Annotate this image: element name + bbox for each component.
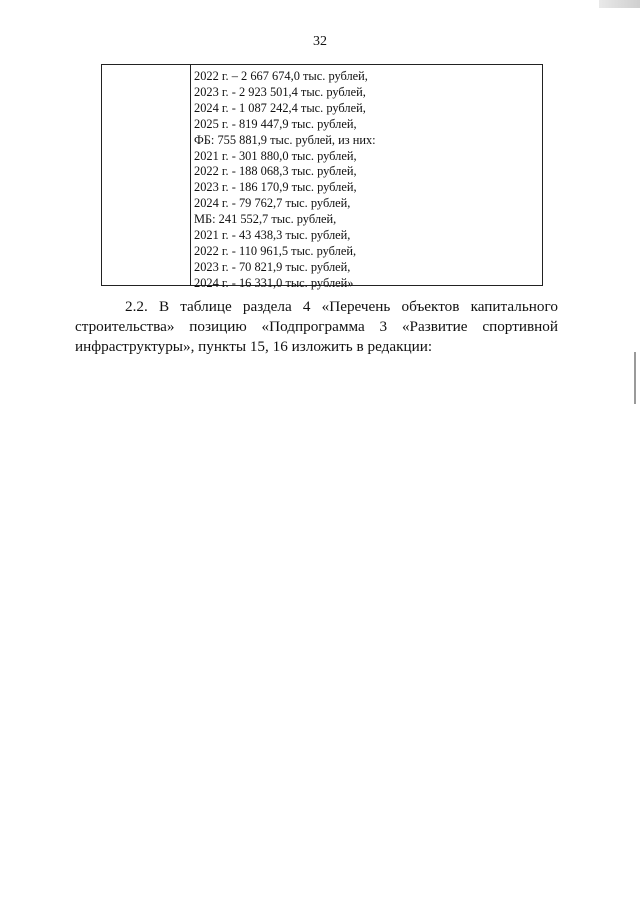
funding-line: 2021 г. - 43 438,3 тыс. рублей, (194, 228, 351, 243)
paragraph-word: позицию (189, 318, 247, 335)
funding-line: 2023 г. - 2 923 501,4 тыс. рублей, (194, 84, 366, 99)
funding-line: 2022 г. - 188 068,3 тыс. рублей, (194, 164, 357, 179)
page-number: 32 (313, 34, 327, 49)
funding-line: 2024 г. - 16 331,0 тыс. рублей» (194, 275, 354, 290)
table-right-cell (191, 69, 542, 290)
table-left-cell (102, 65, 191, 285)
funding-line: ФБ: 755 881,9 тыс. рублей, из них: (194, 132, 376, 147)
amendment-paragraph (75, 297, 558, 357)
paragraph-word: капитального (470, 298, 558, 315)
funding-line: 2022 г. – 2 667 674,0 тыс. рублей, (194, 69, 368, 83)
paragraph-word: «Развитие (401, 318, 468, 335)
funding-line: 2024 г. - 79 762,7 тыс. рублей, (194, 196, 351, 211)
paragraph-word: объектов (401, 298, 460, 315)
paragraph-word: 3 (379, 318, 388, 335)
funding-line: 2024 г. - 1 087 242,4 тыс. рублей, (194, 100, 366, 115)
funding-line: 2025 г. - 819 447,9 тыс. рублей, (194, 116, 357, 131)
paragraph-word: «Перечень (321, 298, 391, 315)
funding-line: 2023 г. - 186 170,9 тыс. рублей, (194, 180, 357, 195)
paragraph-word: строительства» (75, 318, 175, 335)
paragraph-line-3: инфраструктуры», пункты 15, 16 изложить в редакции: (75, 338, 433, 355)
funding-line: МБ: 241 552,7 тыс. рублей, (194, 212, 337, 227)
paragraph-word: раздела (242, 298, 292, 315)
funding-line: 2021 г. - 301 880,0 тыс. рублей, (194, 148, 357, 163)
paragraph-word: В (158, 298, 170, 315)
paragraph-line-1 (75, 297, 558, 317)
scan-artifact-top (599, 0, 640, 8)
scan-artifact-margin (634, 352, 636, 404)
funding-table (101, 64, 543, 290)
paragraph-line-2 (75, 317, 558, 337)
paragraph-word: 4 (302, 298, 311, 315)
funding-line: 2022 г. - 110 961,5 тыс. рублей, (194, 243, 357, 258)
paragraph-word: «Подпрограмма (261, 318, 365, 335)
paragraph-word: таблице (180, 298, 232, 315)
paragraph-word: спортивной (482, 318, 558, 335)
paragraph-word: 2.2. (125, 298, 148, 315)
funding-line: 2023 г. - 70 821,9 тыс. рублей, (194, 259, 351, 274)
